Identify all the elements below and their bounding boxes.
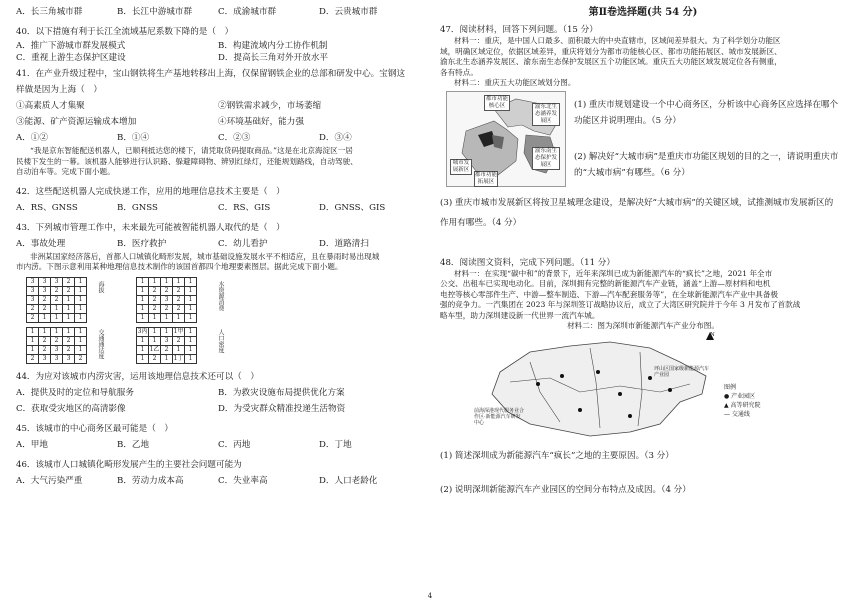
passage-line: 材料一：重庆，是中国人口最多、面积最大的中央直辖市，区域间差异很大。为了科学划分功能区 xyxy=(454,36,781,45)
left-column xyxy=(16,6,420,487)
passage-line: 域，明确区域定位，依据区域差异，重庆将划分为都市功能核心区、都市功能拓展区、城市发展新区、 xyxy=(440,46,782,56)
option-c: C．RS、GIS xyxy=(218,202,271,213)
traffic-grid: 1 1 1 1 1 1 2 2 2 1 1 2 3 2 1 2 3 3 3 2 xyxy=(26,327,87,364)
legend-road-label: 交通线 xyxy=(731,410,750,418)
passage-line: 强的竞争力。一汽集团在 2023 年与深圳签订战略协议后，成立了大湾区研究院并于今年 3 月发布了首款战 xyxy=(440,300,801,309)
robot-passage xyxy=(16,146,420,178)
q47-stem: 47．阅读材料，回答下列问题。（15 分） xyxy=(440,25,598,35)
q47-material-1 xyxy=(440,36,846,78)
passage-line: 市内涝。下图示意利用某种地理信息技术制作的该国首都四个地理要素图层。据此完成下面小题。 xyxy=(16,262,343,271)
sub-line: (1) 重庆市规划建设一个中心商务区，分析该中心商务区应选择在哪个 xyxy=(574,99,839,110)
option-a: A．RS、GNSS xyxy=(16,202,78,213)
q46-stem: 46．该城市人口城镇化畸形发展产生的主要社会问题可能为 xyxy=(16,459,242,470)
option-d: D．提高长三角对外开放水平 xyxy=(218,53,329,63)
page-number: 4 xyxy=(427,592,433,600)
q40-options xyxy=(16,40,420,64)
passage-line: 民楼下发生的一幕。该机器人能够进行认识路、躲避障碍物、辨别红绿灯，还能规划路线，自动驾驶、 xyxy=(16,156,358,166)
legend-title: 图例 xyxy=(724,383,737,391)
q47-map-and-subq xyxy=(440,91,846,189)
q48-sub2: (2) 说明深圳新能源汽车产业园区的空间分布特点及成因。（4 分） xyxy=(440,484,691,495)
label-yi: 乙 xyxy=(153,345,160,353)
q44-options-2 xyxy=(16,403,420,415)
option-c: C．失业率高 xyxy=(218,475,268,486)
layer-grid-figure xyxy=(16,275,420,371)
q47-sub3-line2: 作用有哪些。（4 分） xyxy=(440,217,522,228)
q41-stem-line2: 样做是因为上海（ ） xyxy=(16,85,102,95)
option-d: D．人口老龄化 xyxy=(319,475,378,486)
option-b: B．①④ xyxy=(117,133,150,143)
q48-material-2: 材料二：图为深圳市新能源汽车产业分布图。 xyxy=(567,321,719,330)
right-column xyxy=(440,6,846,496)
north-arrow-label: N xyxy=(710,331,715,338)
q42-stem: 42．这些配送机器人完成快递工作，应用的地理信息技术主要是（ ） xyxy=(16,186,285,197)
option-b: B．长江中游城市群 xyxy=(117,7,193,17)
option-a: A．提供及时的定位和导航服务 xyxy=(16,387,134,398)
water-axis-label: 水资源消费 xyxy=(217,280,224,311)
passage-line: 电控等核心零部件生产、中游—整车制造、下游—汽车配套服务等”，在全球新能源汽车产业中具备极 xyxy=(440,289,779,299)
option-b: B．构建流域内分工协作机制 xyxy=(218,41,328,51)
sub-line: 的“大城市病”有哪些。（6 分） xyxy=(574,167,690,178)
legend-institute-label: 高等研究院 xyxy=(730,401,761,409)
passage-line: 公交、出租车已实现电动化。目前，深圳拥有完整的新能源汽车产业链，涵盖“上游—原材料和电机 xyxy=(440,279,771,288)
option-a: A．事故处理 xyxy=(16,238,66,249)
option-a: A．①② xyxy=(16,133,48,143)
label-jia: 甲 xyxy=(177,327,184,335)
dot-icon: ● xyxy=(724,392,732,400)
q45-options xyxy=(16,439,420,451)
option-b: B．医疗救护 xyxy=(117,238,167,249)
altitude-grid: 3 3 3 2 1 3 3 2 2 1 3 2 2 1 1 2 2 1 1 1 2 1 1 1 1 xyxy=(26,277,87,323)
option-b: B．乙地 xyxy=(117,439,150,450)
passage-line: 略车型，助力深圳建设新一代世界一流汽车城。 xyxy=(440,310,600,320)
map-label-northeast: 渝东北生态涵养发展区 xyxy=(532,103,560,126)
section-title: 第Ⅱ卷选择题(共 54 分) xyxy=(588,7,698,18)
passage-line: “我是京东智能配送机器人，已顺利抵达您的楼下，请凭取货码提取商品。”这是在北京海淀区一居 xyxy=(30,146,353,155)
option-c: C．成渝城市群 xyxy=(218,7,277,17)
option-d: D．云贵城市群 xyxy=(319,7,378,17)
altitude-axis-label: 海拔 xyxy=(97,280,104,293)
shenzhen-map-figure xyxy=(440,332,846,450)
q41-statements xyxy=(16,100,420,112)
option-a: A．大气污染严重 xyxy=(16,475,83,486)
q39-options xyxy=(16,6,420,18)
option-b: B．为救灾设施布局提供优化方案 xyxy=(218,387,345,398)
option-c: C．重视上游生态保护区建设 xyxy=(16,53,126,63)
option-c: C．获取受灾地区的高清影像 xyxy=(16,403,126,414)
passage-line: 材料一：在实现“碳中和”的背景下，近年来深圳已成为新能源汽车的“疯长”之地，2021 年全市 xyxy=(454,268,773,278)
map-note-qianhai: 前海深港现代服务业合作区·新能源汽车研发中心 xyxy=(474,407,525,426)
legend-institute xyxy=(724,400,784,409)
q47-sub2 xyxy=(574,151,846,179)
option-a: A．甲地 xyxy=(16,439,48,450)
africa-passage xyxy=(16,252,420,273)
legend-park-label: 产业园区 xyxy=(731,392,756,400)
q47-sub1 xyxy=(574,99,846,127)
passage-line: 各有特点。 xyxy=(440,67,478,77)
map-label-core: 都市功能核心区 xyxy=(485,95,508,109)
map-label-expand: 都市功能拓展区 xyxy=(475,171,498,185)
q47-sub3-line1: (3) 重庆市城市发展新区将按卫星城理念建设，是解决好“大城市病”的关键区域，试推测城市发展新区的 xyxy=(440,197,834,208)
q48-sub1: (1) 简述深圳成为新能源汽车“疯长”之地的主要原因。（3 分） xyxy=(440,450,674,461)
q40-stem: 40．以下措施有利于长江全流域基尼系数下降的是（ ） xyxy=(16,27,234,37)
option-d: D．③④ xyxy=(319,133,352,143)
map-label-southeast: 渝东南生态保护发展区 xyxy=(532,147,560,170)
label-bing: 丙 xyxy=(141,327,148,335)
label-ding: 丁 xyxy=(177,354,184,362)
legend-road xyxy=(724,409,784,418)
q42-options xyxy=(16,202,420,214)
statement-2: ②钢铁需求减少，市场萎缩 xyxy=(218,101,322,111)
option-b: B．劳动力成本高 xyxy=(117,475,184,486)
sub-line: (2) 解决好“大城市病”是重庆市功能区规划的目的之一，请说明重庆市 xyxy=(574,151,839,162)
q43-options xyxy=(16,238,420,250)
traffic-axis-label: 交通通达度 xyxy=(97,328,104,359)
population-axis-label: 人口密度 xyxy=(217,328,224,353)
option-d: D．GNSS、GIS xyxy=(319,202,386,213)
option-a: A．长三角城市群 xyxy=(16,7,83,17)
q47-material-2: 材料二：重庆五大功能区域划分图。 xyxy=(454,78,576,87)
map-label-newdist: 城市发展新区 xyxy=(450,159,472,175)
option-c: C．丙地 xyxy=(218,439,251,450)
passage-line: 自动泊车等。完成下面小题。 xyxy=(16,167,115,176)
option-d: D．为受灾群众精准投递生活物资 xyxy=(218,403,346,414)
triangle-icon: ▲ xyxy=(724,401,731,409)
q45-stem: 45．该城市的中心商务区最可能是（ ） xyxy=(16,423,174,434)
option-d: D．道路清扫 xyxy=(319,238,369,249)
shenzhen-map xyxy=(470,332,720,448)
passage-line: 渝东北生态涵养发展区、渝东南生态保护发展区五个功能区域。重庆五大功能区域发展定位各有侧重， xyxy=(440,57,782,66)
legend-park xyxy=(724,391,784,400)
q41-stem-line1: 41．在产业升级过程中，宝山钢铁将生产基地转移出上海，仅保留钢铁企业的总部和研发中心。宝钢这 xyxy=(16,69,406,79)
map-legend xyxy=(724,382,784,418)
statement-3: ③能源、矿产资源运输成本增加 xyxy=(16,117,137,127)
q43-stem: 43．下列城市管理工作中，未来最先可能被智能机器人取代的是（ ） xyxy=(16,222,285,233)
q48-stem: 48．阅读图文资料，完成下列问题。（11 分） xyxy=(440,257,615,268)
q48-material-1 xyxy=(440,269,846,322)
q41-statements-2 xyxy=(16,116,420,128)
q46-options xyxy=(16,475,420,487)
map-note-pingshan: 坪山区国家级新能源汽车产业园 xyxy=(654,365,710,378)
q44-options xyxy=(16,387,420,399)
statement-4: ④环境基础好，能力强 xyxy=(218,117,304,127)
option-c: C．②③ xyxy=(218,133,251,143)
water-grid: 1 1 1 1 1 1 2 2 2 1 1 2 3 2 1 1 2 2 2 1 1 1 1 1 1 xyxy=(136,277,197,323)
q41-options xyxy=(16,132,420,144)
sub-line: 功能区并说明理由。（5 分） xyxy=(574,115,682,126)
statement-1: ①高素质人才集聚 xyxy=(16,101,85,111)
option-c: C．幼儿看护 xyxy=(218,238,268,249)
option-b: B．GNSS xyxy=(117,202,158,213)
passage-line: 非洲某国家经济落后，首都人口城镇化畸形发展，城市基础设施发展水平不相适应，且在暴雨时易出现城 xyxy=(30,251,380,261)
option-d: D．丁地 xyxy=(319,439,352,450)
option-a: A．推广下游城市群发展模式 xyxy=(16,41,126,51)
population-grid: 3丙 1 1 1甲 1 1 1 3 2 1 1 1乙 2 1 1 1 2 1 1丁 1 xyxy=(136,327,197,364)
q44-stem: 44．为应对该城市内涝灾害，运用该地理信息技术还可以（ ） xyxy=(16,371,259,382)
line-icon: — xyxy=(724,410,732,418)
